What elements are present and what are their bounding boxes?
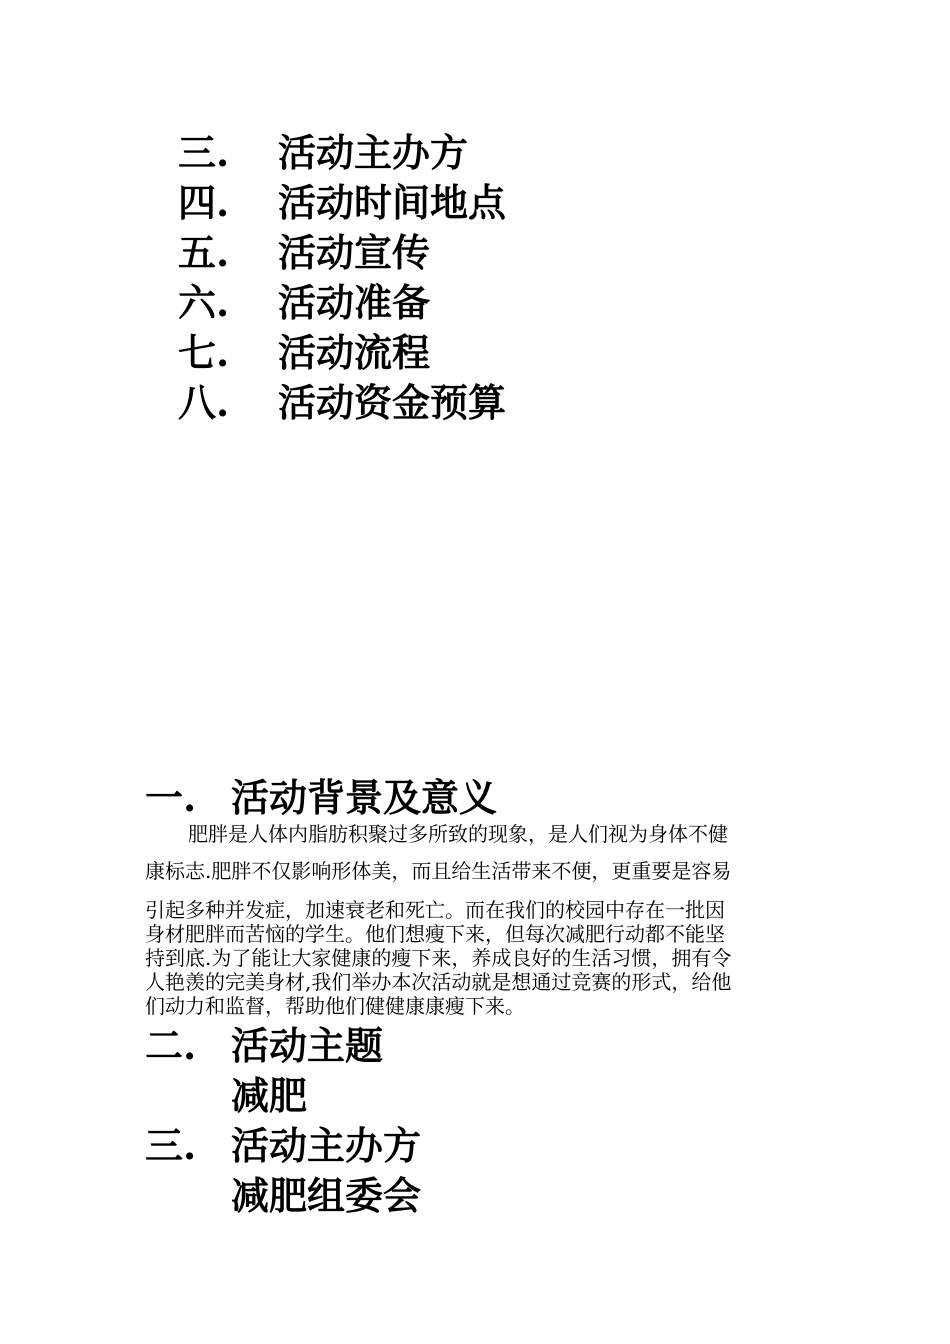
section-number: 二. [145,1023,197,1068]
section-title: 活动主办方 [231,1123,422,1168]
toc-item [178,328,506,378]
toc-number: 七. [178,330,230,375]
background-paragraph-line: 身材肥胖而苦恼的学生。他们想瘦下来，但每次减肥行动都不能坚 [145,922,725,946]
toc-item [178,178,506,228]
toc-number: 八. [178,380,230,425]
organizer-content: 减肥组委会 [231,1173,422,1218]
background-paragraph-line: 人艳羡的完美身材,我们举办本次活动就是想通过竞赛的形式，给他 [145,970,732,994]
toc-title: 活动流程 [278,330,431,375]
background-paragraph-line: 持到底.为了能让大家健康的瘦下来，养成良好的生活习惯，拥有令 [145,946,732,970]
toc-item [178,228,506,278]
toc-title: 活动准备 [278,280,431,325]
toc-title: 活动时间地点 [278,180,507,225]
toc-item [178,128,506,178]
background-paragraph-line: 们动力和监督，帮助他们健健康康瘦下来。 [145,994,525,1018]
toc-item [178,378,506,428]
section-number: 一. [145,775,197,820]
section-title: 活动主题 [231,1023,384,1068]
section-number: 三. [145,1123,197,1168]
section-heading-background [145,774,497,822]
toc-title: 活动资金预算 [278,380,507,425]
background-paragraph-line: 康标志.肥胖不仅影响形体美，而且给生活带来不便，更重要是容易 [145,859,732,883]
toc-number: 五. [178,230,230,275]
toc-number: 四. [178,180,230,225]
toc-item [178,278,506,328]
toc-title: 活动主办方 [278,130,469,175]
theme-content: 减肥 [231,1073,308,1118]
toc-number: 六. [178,280,230,325]
section-heading-theme [145,1022,383,1070]
background-paragraph-line: 肥胖是人体内脂肪积聚过多所致的现象，是人们视为身体不健 [188,822,728,846]
background-paragraph-line: 引起多种并发症，加速衰老和死亡。而在我们的校园中存在一批因 [145,898,725,922]
section-title: 活动背景及意义 [231,775,498,820]
section-heading-organizer [145,1122,421,1170]
toc-number: 三. [178,130,230,175]
table-of-contents [178,128,506,428]
toc-title: 活动宣传 [278,230,431,275]
